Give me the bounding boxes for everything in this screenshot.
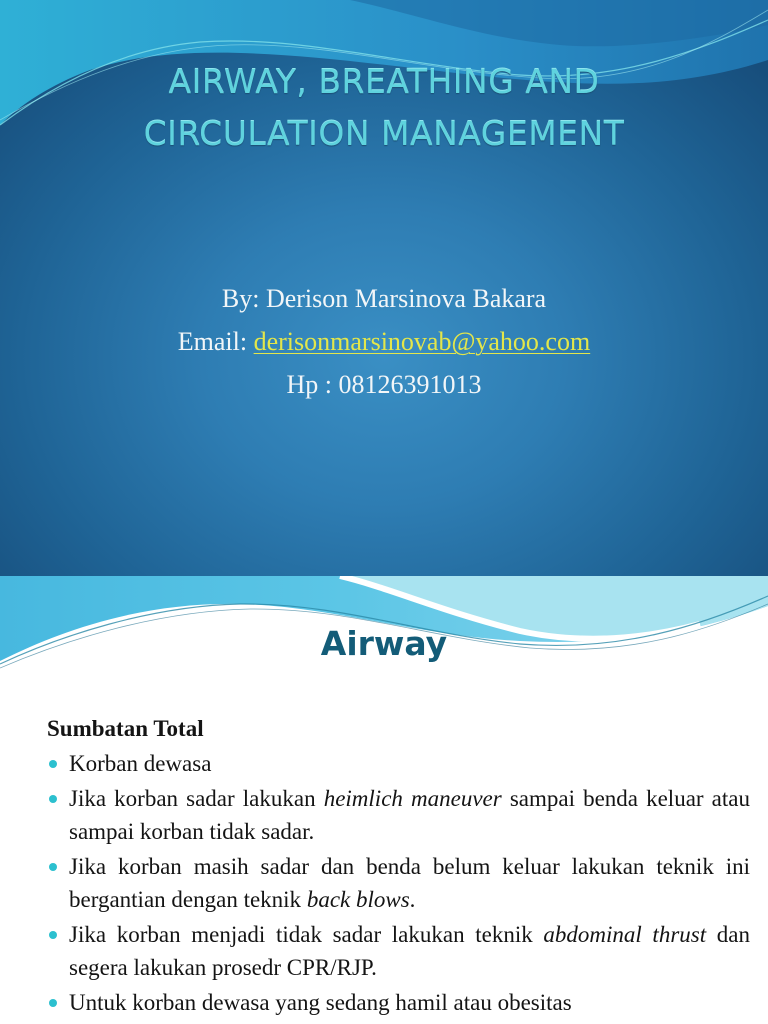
slide-title: Airway bbox=[320, 624, 448, 663]
bullet-text: sampai benda keluar atau sampai korban tidak sadar. bbox=[69, 786, 750, 844]
bullet-item bbox=[47, 986, 750, 1019]
emphasized-term: abdominal thrust bbox=[543, 922, 707, 947]
email-link[interactable]: derisonmarsinovab@yahoo.com bbox=[253, 327, 591, 356]
bullet-dot-icon bbox=[49, 760, 57, 768]
title-line-1: AIRWAY, BREATHING AND bbox=[168, 62, 600, 101]
bullet-text: dan segera lakukan prosedr CPR/RJP. bbox=[69, 922, 750, 980]
emphasized-term: back blows bbox=[306, 887, 410, 912]
email-label: Email: bbox=[177, 327, 254, 356]
bullet-item bbox=[47, 782, 750, 848]
bullet-dot-icon bbox=[49, 795, 57, 803]
bullet-dot-icon bbox=[49, 999, 57, 1007]
bullet-text: Jika korban menjadi tidak sadar lakukan teknik bbox=[69, 922, 544, 947]
bullet-text: Jika korban sadar lakukan bbox=[69, 786, 324, 811]
emphasized-term: heimlich maneuver bbox=[323, 786, 502, 811]
bullet-dot-icon bbox=[49, 931, 57, 939]
subheading: Sumbatan Total bbox=[47, 716, 204, 741]
bullet-text: . bbox=[409, 887, 416, 912]
bullet-text: Korban dewasa bbox=[69, 751, 212, 776]
phone-line: Hp : 08126391013 bbox=[286, 370, 482, 399]
bullet-text: Untuk korban dewasa yang sedang hamil atau obesitas bbox=[69, 990, 572, 1015]
bullet-text: Jika korban masih sadar dan benda belum keluar lakukan teknik ini bergantian dengan teknik bbox=[69, 854, 750, 912]
slide-title bbox=[0, 56, 768, 160]
author-info bbox=[0, 277, 768, 406]
content-slide-airway bbox=[0, 576, 768, 1024]
email-line bbox=[0, 320, 768, 363]
title-line-2: CIRCULATION MANAGEMENT bbox=[143, 114, 625, 153]
slide-content bbox=[47, 712, 750, 1021]
bullet-dot-icon bbox=[49, 863, 57, 871]
bullet-list bbox=[47, 747, 750, 1019]
author-line: By: Derison Marsinova Bakara bbox=[221, 284, 547, 313]
bullet-item bbox=[47, 747, 750, 780]
bullet-item bbox=[47, 850, 750, 916]
bullet-item bbox=[47, 918, 750, 984]
